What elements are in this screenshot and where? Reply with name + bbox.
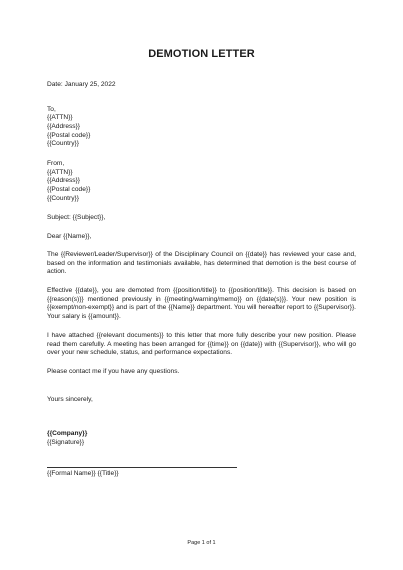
from-attn: {{ATTN}} [47,169,73,176]
paragraph-demotion: Effective {{date}}, you are demoted from {{position/title}} to {{position/title}}. This decision is based on {{reason(s)}} mentioned previously in {{meeting/warning/memo}} on {{date(s)}}. Your new position is {{exempt/non-exempt}} and is part of the {{Name}} department. You will hereafter report to {{Supervisor}}. Your salary is {{amount}}. [47,287,356,321]
subject-line: Subject: {{Subject}}, [47,214,106,221]
formal-name-title: {{Formal Name}} {{Title}} [47,470,119,477]
paragraph-review: The {{Reviewer/Leader/Supervisor}} of the Disciplinary Council on {{date}} has reviewed your case and, based on the information and testimonials available, has determined that demotion is the best course of action. [47,251,356,276]
salutation: Dear {{Name}}, [47,233,92,240]
paragraph-attachments: I have attached {{relevant documents}} to this letter that more fully describe your new position. Please read them carefully. A meeting has been arranged for {{time}} on {{date}} with {{Supervisor}}, who will go over your new schedule, status, and performance expectations. [47,332,356,357]
page-footer: Page 1 of 1 [187,540,216,546]
to-attn: {{ATTN}} [47,114,73,121]
to-country: {{Country}} [47,140,79,147]
company-name: {{Company}} [47,430,88,437]
to-postal-code: {{Postal code}} [47,132,91,139]
from-address: {{Address}} [47,177,80,184]
paragraph-contact: Please contact me if you have any questions. [47,368,180,375]
to-address: {{Address}} [47,123,80,130]
signature-placeholder: {{Signature}} [47,439,85,446]
closing: Yours sincerely, [47,396,93,403]
to-label: To, [47,106,56,113]
from-label: From, [47,160,65,167]
page-title: DEMOTION LETTER [148,48,255,60]
from-postal-code: {{Postal code}} [47,186,91,193]
date-line: Date: January 25, 2022 [47,81,116,88]
from-country: {{Country}} [47,195,79,202]
signature-line [47,467,237,468]
